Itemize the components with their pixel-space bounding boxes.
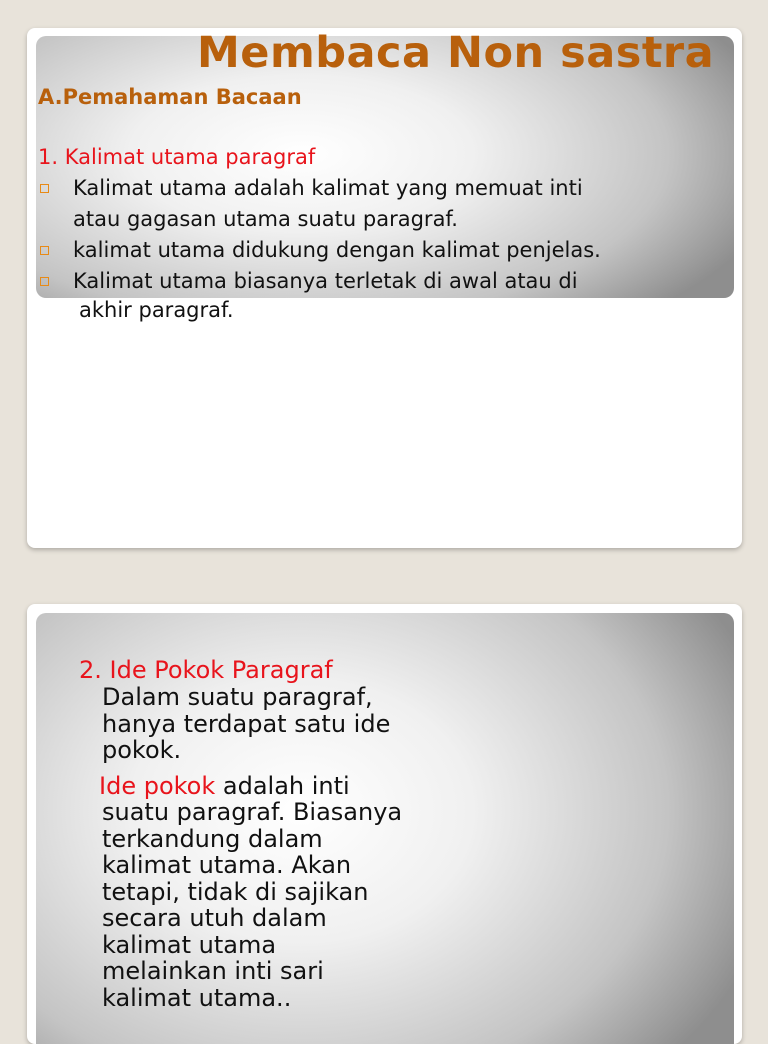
paragraph-line: hanya terdapat satu ide [102, 709, 391, 738]
highlighted-term: Ide pokok [99, 771, 216, 800]
slide-title: Membaca Non sastra [197, 28, 715, 78]
paragraph-line: pokok. [102, 736, 182, 764]
hollow-square-bullet-icon [40, 246, 49, 255]
paragraph-line: terkandung dalam [102, 824, 323, 853]
section-heading-kalimat-utama: 1. Kalimat utama paragraf [38, 145, 316, 169]
bullet-item [38, 235, 728, 266]
paragraph-line: secara utuh dalam [102, 904, 327, 932]
slide-1 [27, 28, 742, 548]
section-heading-ide-pokok: 2. Ide Pokok Paragraf [79, 656, 333, 684]
paragraph-line: kalimat utama [102, 930, 277, 959]
bullet-text-line: Kalimat utama adalah kalimat yang memuat inti [73, 176, 583, 200]
bullet-text-line: atau gagasan utama suatu paragraf. [73, 207, 458, 231]
hollow-square-bullet-icon [40, 184, 49, 193]
paragraph-line: kalimat utama. Akan [102, 851, 352, 879]
paragraph-2 [99, 773, 482, 1012]
paragraph-line: Dalam suatu paragraf, [102, 683, 373, 711]
bullet-item [38, 266, 728, 297]
bullet-text-line: kalimat utama didukung dengan kalimat penjelas. [73, 238, 601, 262]
paragraph-text: adalah inti [215, 771, 350, 800]
paragraph-line: melainkan inti sari [102, 957, 324, 985]
bullet-text-line: Kalimat utama biasanya terletak di awal atau di [73, 269, 578, 293]
paragraph-1 [102, 684, 482, 764]
paragraph-line: tetapi, tidak di sajikan [102, 877, 369, 906]
hollow-square-bullet-icon [40, 277, 49, 286]
paragraph-line [99, 773, 482, 800]
slide-2-body [99, 683, 482, 1012]
slide-subheading: A.Pemahaman Bacaan [38, 85, 302, 109]
bullet-item [38, 173, 728, 235]
slide-2 [27, 604, 742, 1044]
bullet-continuation-text: akhir paragraf. [79, 298, 234, 322]
paragraph-line: kalimat utama.. [102, 983, 292, 1012]
bullet-list [38, 173, 728, 297]
paragraph-line: suatu paragraf. Biasanya [102, 798, 403, 826]
